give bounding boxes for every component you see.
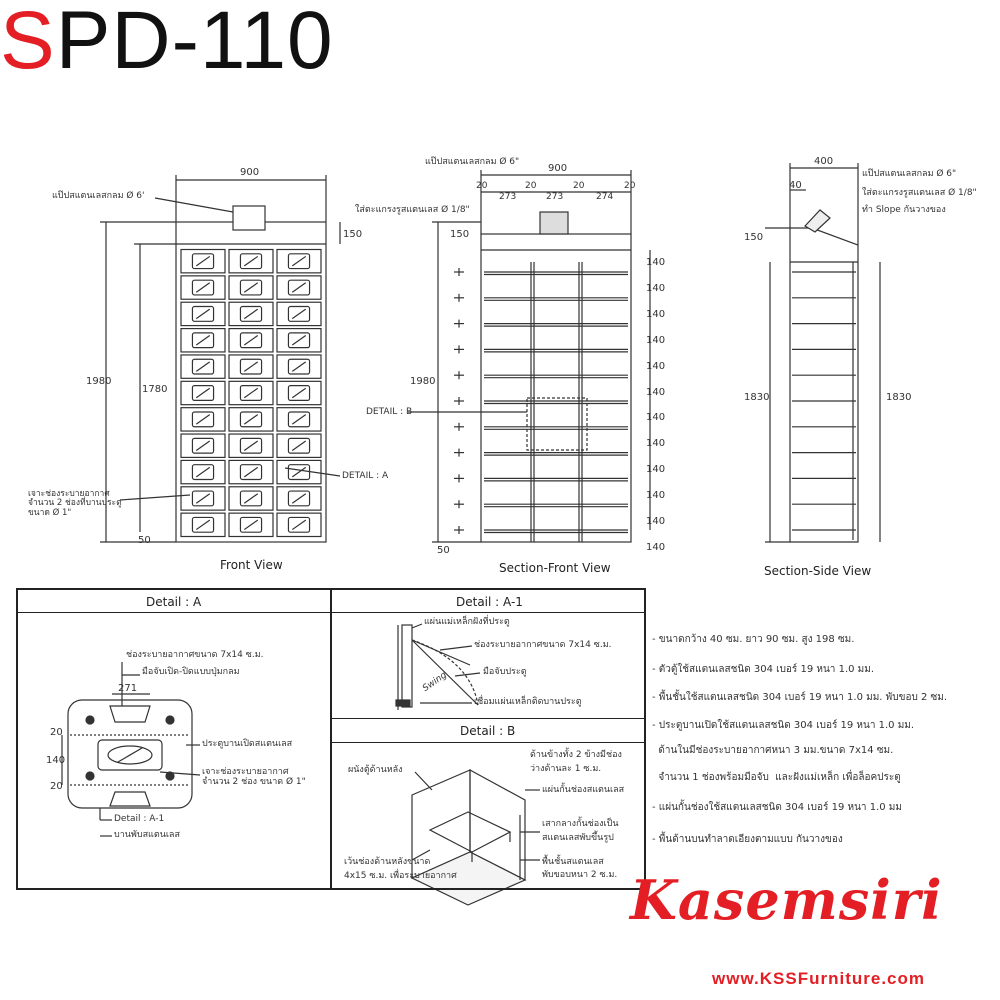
detail-b-title: Detail : B bbox=[460, 724, 516, 738]
spec-line: - พื้นชั้นใช้สแตนเลสชนิด 304 เบอร์ 19 หนา 1.0 มม. พับขอบ 2 ซม. bbox=[652, 692, 948, 703]
section-col-dim: 20 bbox=[624, 181, 636, 191]
side-label-slope: ทำ Slope กันวางของ bbox=[862, 205, 946, 215]
locker-door bbox=[277, 329, 321, 352]
section-shelf bbox=[484, 427, 628, 430]
locker-door bbox=[229, 434, 273, 457]
locker-door bbox=[181, 329, 225, 352]
front-label-vent-holes: เจาะช่องระบายอากาศ จำนวน 2 ช่องที่บานประตู ขนาด Ø 1" bbox=[28, 489, 122, 518]
section-col-dim: 274 bbox=[596, 192, 614, 202]
section-side-vent bbox=[805, 210, 830, 232]
detail-b-label-shelf: พื้นชั้นสแตนเลส พับขอบหนา 2 ซ.ม. bbox=[542, 857, 618, 880]
detail-b-label-slot: เว้นช่องด้านหลังขนาด 4x15 ซ.ม. เพื่อระบายอากาศ bbox=[344, 857, 457, 881]
section-shelf bbox=[484, 504, 628, 507]
detail-a-dim-w: 271 bbox=[118, 683, 138, 694]
detail-a-title-divider bbox=[16, 612, 332, 613]
detail-a1-title: Detail : A-1 bbox=[456, 595, 523, 609]
section-row-dim: 140 bbox=[646, 282, 666, 294]
side-dim-top: 150 bbox=[744, 232, 764, 243]
section-row-dim: 140 bbox=[646, 412, 666, 424]
detail-a-label-holes: เจาะช่องระบายอากาศ จำนวน 2 ช่อง ขนาด Ø 1" bbox=[202, 767, 306, 787]
title-rest: PD-110 bbox=[55, 0, 334, 86]
section-front-label-vent: แป๊ปสแตนเลสกลม Ø 6" bbox=[425, 157, 520, 167]
locker-door bbox=[277, 276, 321, 299]
front-view-caption: Front View bbox=[220, 558, 283, 572]
spec-line: - แผ่นกั้นช่องใช้สแตนเลสชนิด 304 เบอร์ 19 หนา 1.0 มม bbox=[652, 802, 902, 813]
section-shelf bbox=[484, 324, 628, 327]
section-front-dim-top: 150 bbox=[450, 229, 470, 240]
front-dim-width: 900 bbox=[240, 167, 260, 178]
locker-door bbox=[277, 434, 321, 457]
section-row-dim: 140 bbox=[646, 516, 666, 527]
detail-a-dim-h: 140 bbox=[46, 755, 66, 766]
locker-door bbox=[181, 276, 225, 299]
locker-door bbox=[181, 408, 225, 431]
logo-url: www.KSSFurniture.com bbox=[712, 969, 926, 988]
kasemsiri-logo: Kasemsiri bbox=[630, 868, 943, 932]
section-side-outline bbox=[790, 228, 858, 542]
front-dim-top: 150 bbox=[343, 229, 363, 240]
detail-a-label-a1: Detail : A-1 bbox=[114, 814, 165, 824]
section-front-dim-bottom: 50 bbox=[437, 545, 450, 556]
front-view-cabinet-outline bbox=[176, 222, 326, 542]
front-view-door-grid bbox=[181, 250, 321, 537]
section-shelf bbox=[484, 530, 628, 533]
locker-door bbox=[229, 381, 273, 404]
section-shelf bbox=[484, 298, 628, 301]
section-front-drawing bbox=[408, 170, 650, 542]
section-row-dim: 140 bbox=[646, 386, 666, 398]
section-front-caption: Section-Front View bbox=[499, 561, 611, 575]
section-front-mesh bbox=[540, 212, 568, 234]
locker-door bbox=[181, 460, 225, 483]
section-col-dim: 273 bbox=[499, 192, 517, 202]
spec-line: ด้านในมีช่องระบายอากาศหนา 3 มม.ขนาด 7x14 ซม. bbox=[652, 745, 894, 756]
detail-a-label-hinge: บานพับสแตนเลส bbox=[114, 830, 180, 840]
locker-door bbox=[277, 487, 321, 510]
detail-a1-label-handle: มือจับประตู bbox=[483, 667, 527, 677]
spec-line: - ขนาดกว้าง 40 ซม. ยาว 90 ซม. สูง 198 ซม. bbox=[652, 634, 855, 645]
section-col-dim: 20 bbox=[573, 181, 585, 191]
spec-line: - ประตูบานเปิดใช้สแตนเลสชนิด 304 เบอร์ 19 หนา 1.0 มม. bbox=[652, 720, 915, 731]
detail-b-divider bbox=[330, 718, 646, 719]
locker-door bbox=[181, 355, 225, 378]
detail-b-label-side-holes: ด้านข้างทั้ง 2 ข้างมีช่อง ว่างด้านละ 1 ซ.ม. bbox=[530, 750, 622, 774]
side-label-mesh: ใส่ตะแกรงรูสแตนเลส Ø 1/8" bbox=[862, 188, 977, 198]
locker-door bbox=[229, 460, 273, 483]
section-front-label-mesh: ใส่ตะแกรงรูสแตนเลส Ø 1/8" bbox=[355, 205, 470, 215]
locker-door bbox=[181, 250, 225, 273]
front-view-top-vent bbox=[233, 206, 265, 230]
locker-door bbox=[229, 329, 273, 352]
side-dim-height-right: 1830 bbox=[886, 392, 912, 403]
locker-door bbox=[229, 302, 273, 325]
detail-a1-swing-label: Swing bbox=[421, 670, 449, 695]
section-side-drawing bbox=[765, 163, 880, 542]
section-shelf bbox=[484, 375, 628, 378]
locker-door bbox=[181, 434, 225, 457]
locker-door bbox=[277, 302, 321, 325]
section-shelf bbox=[484, 478, 628, 481]
section-front-dim-height: 1980 bbox=[410, 376, 436, 387]
detail-b-label-back: ผนังตู้ด้านหลัง bbox=[348, 765, 403, 775]
side-dim-offset: 40 bbox=[789, 180, 802, 191]
side-dim-height-left: 1830 bbox=[744, 392, 770, 403]
spec-line: - พื้นด้านบนทำลาดเอียงตามแบบ กันวางของ bbox=[652, 834, 843, 845]
detail-b-label-divider: แผ่นกั้นช่องสแตนเลส bbox=[542, 785, 625, 795]
section-front-outline bbox=[481, 234, 631, 542]
side-label-vent: แป๊ปสแตนเลสกลม Ø 6" bbox=[862, 169, 957, 179]
detail-a1-label-magnet: แผ่นแม่เหล็กฝังที่ประตู bbox=[424, 617, 510, 627]
locker-door bbox=[277, 381, 321, 404]
section-row-dim: 140 bbox=[646, 438, 666, 450]
detail-a1-title-divider bbox=[330, 612, 646, 613]
section-row-dim: 140 bbox=[646, 490, 666, 502]
section-front-shelves bbox=[454, 268, 628, 534]
locker-door bbox=[277, 408, 321, 431]
section-row-dim: 140 bbox=[646, 308, 666, 320]
section-row-dim: 140 bbox=[646, 257, 666, 268]
detail-a-label-slot: ช่องระบายอากาศขนาด 7x14 ซ.ม. bbox=[126, 650, 264, 660]
section-side-caption: Section-Side View bbox=[764, 564, 872, 578]
detail-a1-label-slot: ช่องระบายอากาศขนาด 7x14 ซ.ม. bbox=[474, 640, 612, 650]
spec-line: - ตัวตู้ใช้สแตนเลสชนิด 304 เบอร์ 19 หนา 1.0 มม. bbox=[652, 664, 875, 675]
section-col-dim: 20 bbox=[476, 181, 488, 191]
side-dim-depth: 400 bbox=[814, 156, 834, 167]
section-front-dim-width: 900 bbox=[548, 163, 568, 174]
detail-b-title-divider bbox=[330, 742, 646, 743]
locker-door bbox=[277, 355, 321, 378]
detail-a-label-handle: มือจับเปิด-ปิดแบบปุ่มกลม bbox=[142, 667, 240, 677]
locker-door bbox=[181, 487, 225, 510]
locker-door bbox=[229, 408, 273, 431]
detail-a-label-door: ประตูบานเปิดสแตนเลส bbox=[202, 739, 293, 749]
section-row-dim: 140 bbox=[646, 334, 666, 346]
section-side-shelves bbox=[792, 262, 856, 540]
section-shelf bbox=[484, 349, 628, 352]
locker-door bbox=[181, 302, 225, 325]
locker-door bbox=[181, 513, 225, 536]
locker-door bbox=[229, 276, 273, 299]
front-dim-height-total: 1980 bbox=[86, 376, 112, 387]
front-dim-bottom: 50 bbox=[138, 535, 151, 546]
section-row-dim: 140 bbox=[646, 464, 666, 476]
section-shelf bbox=[484, 401, 628, 404]
locker-door bbox=[229, 487, 273, 510]
front-view-drawing bbox=[100, 175, 340, 542]
section-row-dim: 140 bbox=[646, 360, 666, 372]
title-first-letter: S bbox=[0, 0, 56, 86]
section-col-dim: 20 bbox=[525, 181, 537, 191]
locker-door bbox=[229, 513, 273, 536]
detail-a-dim-top: 20 bbox=[50, 727, 63, 738]
locker-door bbox=[277, 250, 321, 273]
detail-a-title: Detail : A bbox=[146, 595, 202, 609]
section-shelf bbox=[484, 272, 628, 275]
detail-a-dim-bottom: 20 bbox=[50, 781, 63, 792]
section-col-dim: 273 bbox=[546, 192, 564, 202]
locker-door bbox=[181, 381, 225, 404]
section-front-detail-b-marker bbox=[527, 398, 587, 450]
section-row-dim: 140 bbox=[646, 541, 666, 553]
detail-a1-label-bracket: เชื่อมแผ่นเหล็กติดบานประตู bbox=[474, 697, 582, 707]
section-shelf bbox=[484, 453, 628, 456]
front-label-detail-a: DETAIL : A bbox=[342, 471, 389, 481]
detail-b-label-middle: เสากลางกั้นช่องเป็น สแตนเลสพับขึ้นรูป bbox=[542, 819, 619, 843]
spec-line: จำนวน 1 ช่องพร้อมมือจับ และฝังแม่เหล็ก เพื่อล็อคประตู bbox=[652, 772, 901, 783]
section-front-label-detail-b: DETAIL : B bbox=[366, 407, 413, 417]
front-label-vent: แป๊ปสแตนเลสกลม Ø 6' bbox=[52, 191, 145, 201]
locker-door bbox=[229, 355, 273, 378]
locker-door bbox=[229, 250, 273, 273]
locker-door bbox=[277, 513, 321, 536]
front-dim-height-body: 1780 bbox=[142, 384, 168, 395]
